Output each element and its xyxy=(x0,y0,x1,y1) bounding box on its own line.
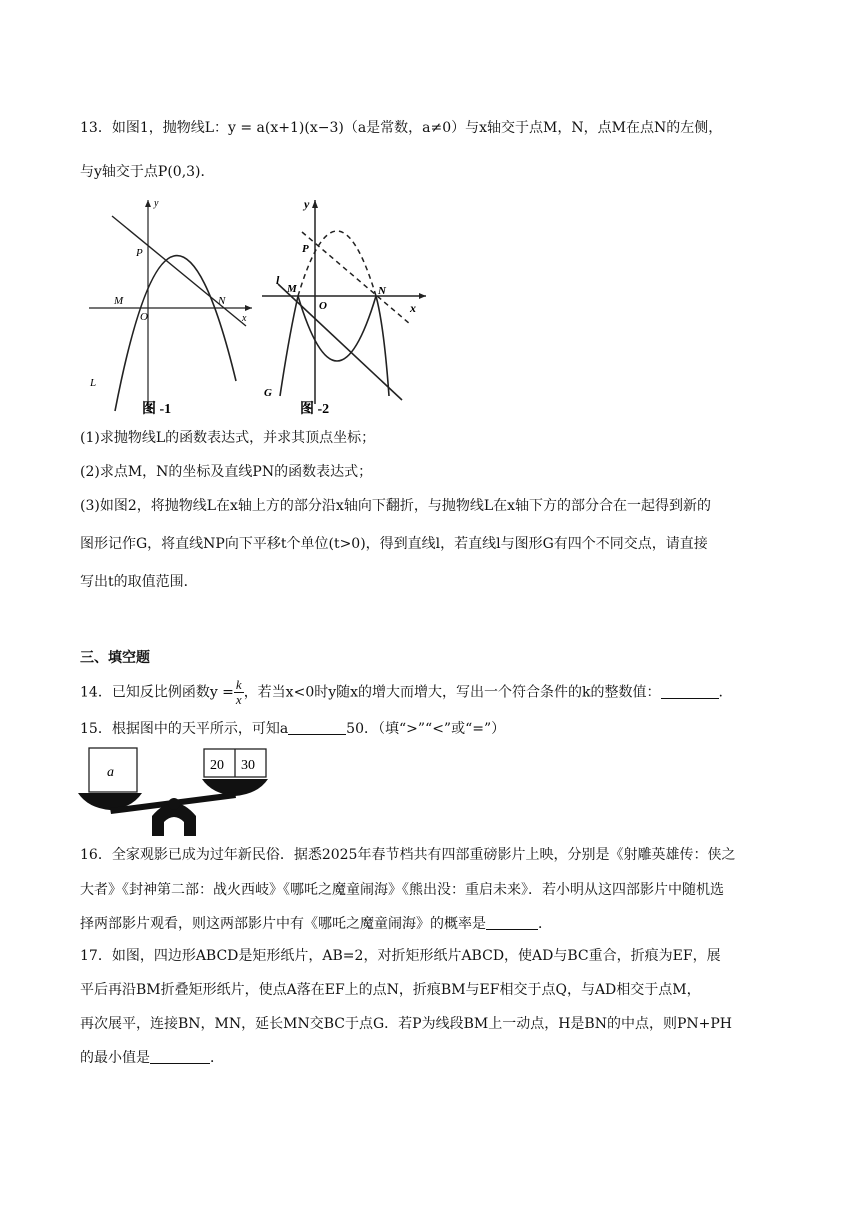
fig1-caption: 图 -1 xyxy=(142,402,172,417)
fig2-o-label: O xyxy=(319,300,327,312)
q15-text-2: 50．（填“>”“<”或“=”） xyxy=(346,721,506,737)
q13-line-2: 与y轴交于点P(0,3)． xyxy=(80,164,215,180)
q14-denominator: x xyxy=(235,692,242,707)
fig2-l-label: l xyxy=(276,273,280,287)
fig1-o-label: O xyxy=(140,311,148,323)
fig1-l-label: L xyxy=(90,377,97,389)
fig2-m-label: M xyxy=(287,283,297,295)
q14-answer-blank[interactable] xyxy=(661,684,719,699)
q14 xyxy=(80,678,723,707)
balance-weight-30: 30 xyxy=(241,758,255,773)
fig2-x-label: x xyxy=(410,301,416,315)
q13-sub-3-line-1: (3)如图2，将抛物线L在x轴上方的部分沿x轴向下翻折，与抛物线L在x轴下方的部分合在一起得到新的 xyxy=(80,498,712,514)
q17-line-4 xyxy=(80,1048,224,1068)
q16-line-3 xyxy=(80,914,552,934)
q17-line-1: 17．如图，四边形ABCD是矩形纸片，AB=2，对折矩形纸片ABCD，使AD与BC重合，折痕为EF，展 xyxy=(80,948,721,964)
q15-answer-blank[interactable] xyxy=(288,720,346,735)
q16-line-1: 16．全家观影已成为过年新民俗．据悉2025年春节档共有四部重磅影片上映，分别是《射雕英雄传：侠之 xyxy=(80,847,736,863)
fig2-caption: 图 -2 xyxy=(300,402,330,417)
q13-line-1: 13．如图1，抛物线L：y = a(x+1)(x−3)（a是常数，a≠0）与x轴交于点M，N，点M在点N的左侧， xyxy=(80,120,723,136)
q15 xyxy=(80,719,505,739)
q14-end: . xyxy=(718,684,723,701)
fig2-n-label: N xyxy=(378,285,386,297)
q15-text: 15．根据图中的天平所示，可知a xyxy=(80,721,289,737)
q16-line-2: 大者》《封神第二部：战火西岐》《哪吒之魔童闹海》《熊出没：重启未来》．若小明从这四部影片中随机选 xyxy=(80,882,724,898)
q17-line-4-text: 的最小值是 xyxy=(80,1050,150,1066)
fig1-n-label: N xyxy=(218,295,226,307)
q13-sub-2: (2)求点M，N的坐标及直线PN的函数表达式； xyxy=(80,464,373,480)
q16-end: ． xyxy=(538,916,552,932)
q14-fraction xyxy=(234,678,244,707)
q14-numerator: k xyxy=(235,677,242,692)
q16-answer-blank[interactable] xyxy=(486,915,538,930)
fig2-p-label: P xyxy=(302,243,309,255)
q17-end: ． xyxy=(210,1050,224,1066)
balance-box-a-label: a xyxy=(107,765,114,780)
fig1-p-label: P xyxy=(136,247,143,259)
q13-sub-3-line-3: 写出t的取值范围． xyxy=(80,574,198,590)
balance-weight-20: 20 xyxy=(210,758,224,773)
q17-line-3: 再次展平，连接BN，MN，延长MN交BC于点G．若P为线段BM上一动点，H是BN的中点，则PN+PH xyxy=(80,1016,732,1032)
q17-answer-blank[interactable] xyxy=(150,1049,210,1064)
q16-line-3-text: 择两部影片观看，则这两部影片中有《哪吒之魔童闹海》的概率是 xyxy=(80,916,486,932)
q14-body: ，若当x<0时y随x的增大而增大，写出一个符合条件的k的整数值： xyxy=(243,684,661,701)
fig2-y-label: y xyxy=(304,197,310,211)
fig1-m-label: M xyxy=(114,295,124,307)
q17-line-2: 平后再沿BM折叠矩形纸片，使点A落在EF上的点N，折痕BM与EF相交于点Q，与AD相交于点M， xyxy=(80,982,701,998)
q13-sub-1: (1)求抛物线L的函数表达式，并求其顶点坐标； xyxy=(80,430,376,446)
q13-sub-3-line-2: 图形记作G，将直线NP向下平移t个单位(t>0)，得到直线l，若直线l与图形G有四个不同交点，请直接 xyxy=(80,536,708,552)
figure-2-folded-graph xyxy=(260,196,430,418)
fig1-x-label: x xyxy=(242,313,247,324)
section-heading-fill-in: 三、填空题 xyxy=(80,650,150,666)
figure-1-parabola xyxy=(84,196,256,418)
fig2-g-label: G xyxy=(264,387,272,399)
q14-prefix: 14．已知反比例函数y = xyxy=(80,684,234,701)
fig1-y-label: y xyxy=(154,198,159,209)
balance-scale-figure xyxy=(76,746,272,836)
